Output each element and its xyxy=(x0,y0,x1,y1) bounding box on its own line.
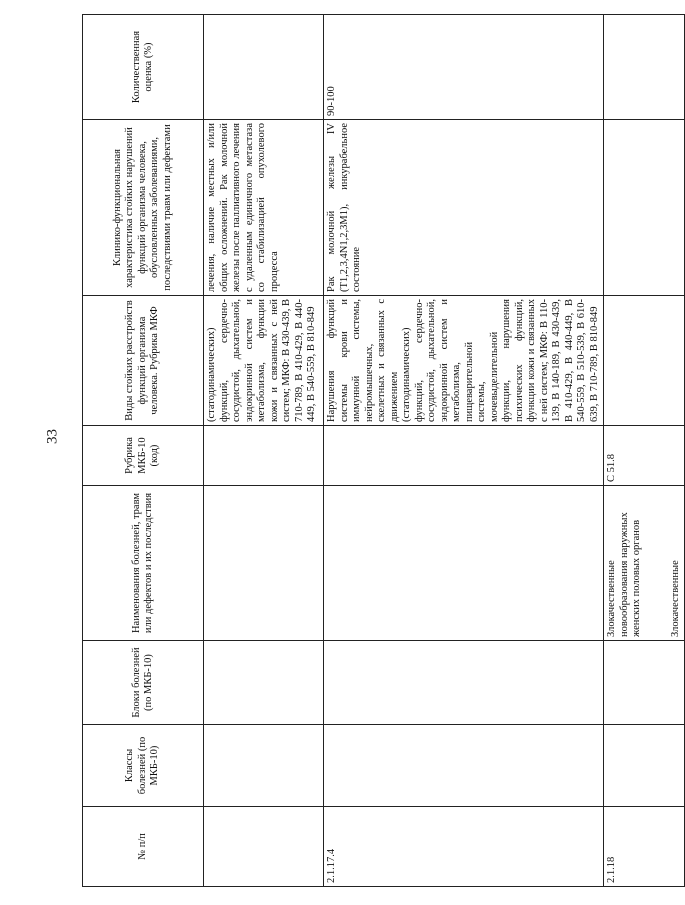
cell-types: (статодинамических) функций, сердечно-сосудистой, дыхательной, эндокринной систем и метаболизма, функции кожи и связанных с ней систем; МКФ: B 430-439, B 710-789, B 410-429, B 440-449, B 540-559, B 810-849 xyxy=(204,296,324,426)
disease-name-text: Злокачественные новообразования наружных женских половых органов xyxy=(606,512,642,637)
cell-clinical: Рак молочной железы IV (T1,2,3,4N1,2,3M1), инкурабельное состояние xyxy=(324,120,604,296)
cell-classes xyxy=(204,725,324,807)
cell-num xyxy=(204,807,324,887)
table-row xyxy=(604,15,685,887)
disease-name-text-continued: Злокачественные xyxy=(669,560,681,637)
header-classes: Классы болезней (по МКБ-10) xyxy=(83,725,204,807)
header-types: Виды стойких расстройств функций организма человека. Рубрика МКФ xyxy=(83,296,204,426)
cell-classes xyxy=(324,725,604,807)
cell-code xyxy=(324,426,604,486)
cell-num: 2.1.18 xyxy=(604,807,685,887)
cell-names xyxy=(204,486,324,641)
cell-code xyxy=(204,426,324,486)
cell-blocks xyxy=(324,641,604,725)
disability-criteria-table xyxy=(82,14,685,887)
cell-names xyxy=(604,486,685,641)
cell-percent: 90-100 xyxy=(324,15,604,120)
table-row xyxy=(324,15,604,887)
header-clinical: Клинико-функциональная характеристика стойких нарушений функций организма человека, обусловленных заболеваниями, последствиями травм или дефектами xyxy=(83,120,204,296)
cell-code: C 51.8 xyxy=(604,426,685,486)
header-blocks: Блоки болезней (по МКБ-10) xyxy=(83,641,204,725)
header-percent: Количественная оценка (%) xyxy=(83,15,204,120)
table-header-row xyxy=(83,15,204,887)
cell-num: 2.1.17.4 xyxy=(324,807,604,887)
header-num: № п/п xyxy=(83,807,204,887)
header-names: Наименования болезней, травм или дефектов и их последствия xyxy=(83,486,204,641)
page-number: 33 xyxy=(44,429,61,444)
cell-clinical: лечения, наличие местных и/или общих осложнений. Рак молочной железы после паллиативного лечения с удаленным единичного метастаза со стабилизацией опухолевого процесса xyxy=(204,120,324,296)
rotated-page-content xyxy=(82,15,681,887)
cell-types: Нарушения функций системы крови и иммунной системы, нейромышечных, скелетных и связанных с движением (статодинамических) функций, сердечно-сосудистой, дыхательной, эндокринной систем и метаболизма, пищеварительной системы, мочевыделительной функции, нарушения психических функций, функции кожи и связанных с ней систем; МКФ: B 110-139, B 140-189, B 430-439, B 410-429, B 440-449, B 540-559, B 510-539, B 610-639, B 710-789, B 810-849 xyxy=(324,296,604,426)
cell-classes xyxy=(604,725,685,807)
header-code: Рубрика МКБ-10 (код) xyxy=(83,426,204,486)
cell-clinical xyxy=(604,120,685,296)
cell-types xyxy=(604,296,685,426)
cell-names xyxy=(324,486,604,641)
cell-blocks xyxy=(604,641,685,725)
cell-percent xyxy=(204,15,324,120)
cell-percent xyxy=(604,15,685,120)
table-row xyxy=(204,15,324,887)
cell-blocks xyxy=(204,641,324,725)
